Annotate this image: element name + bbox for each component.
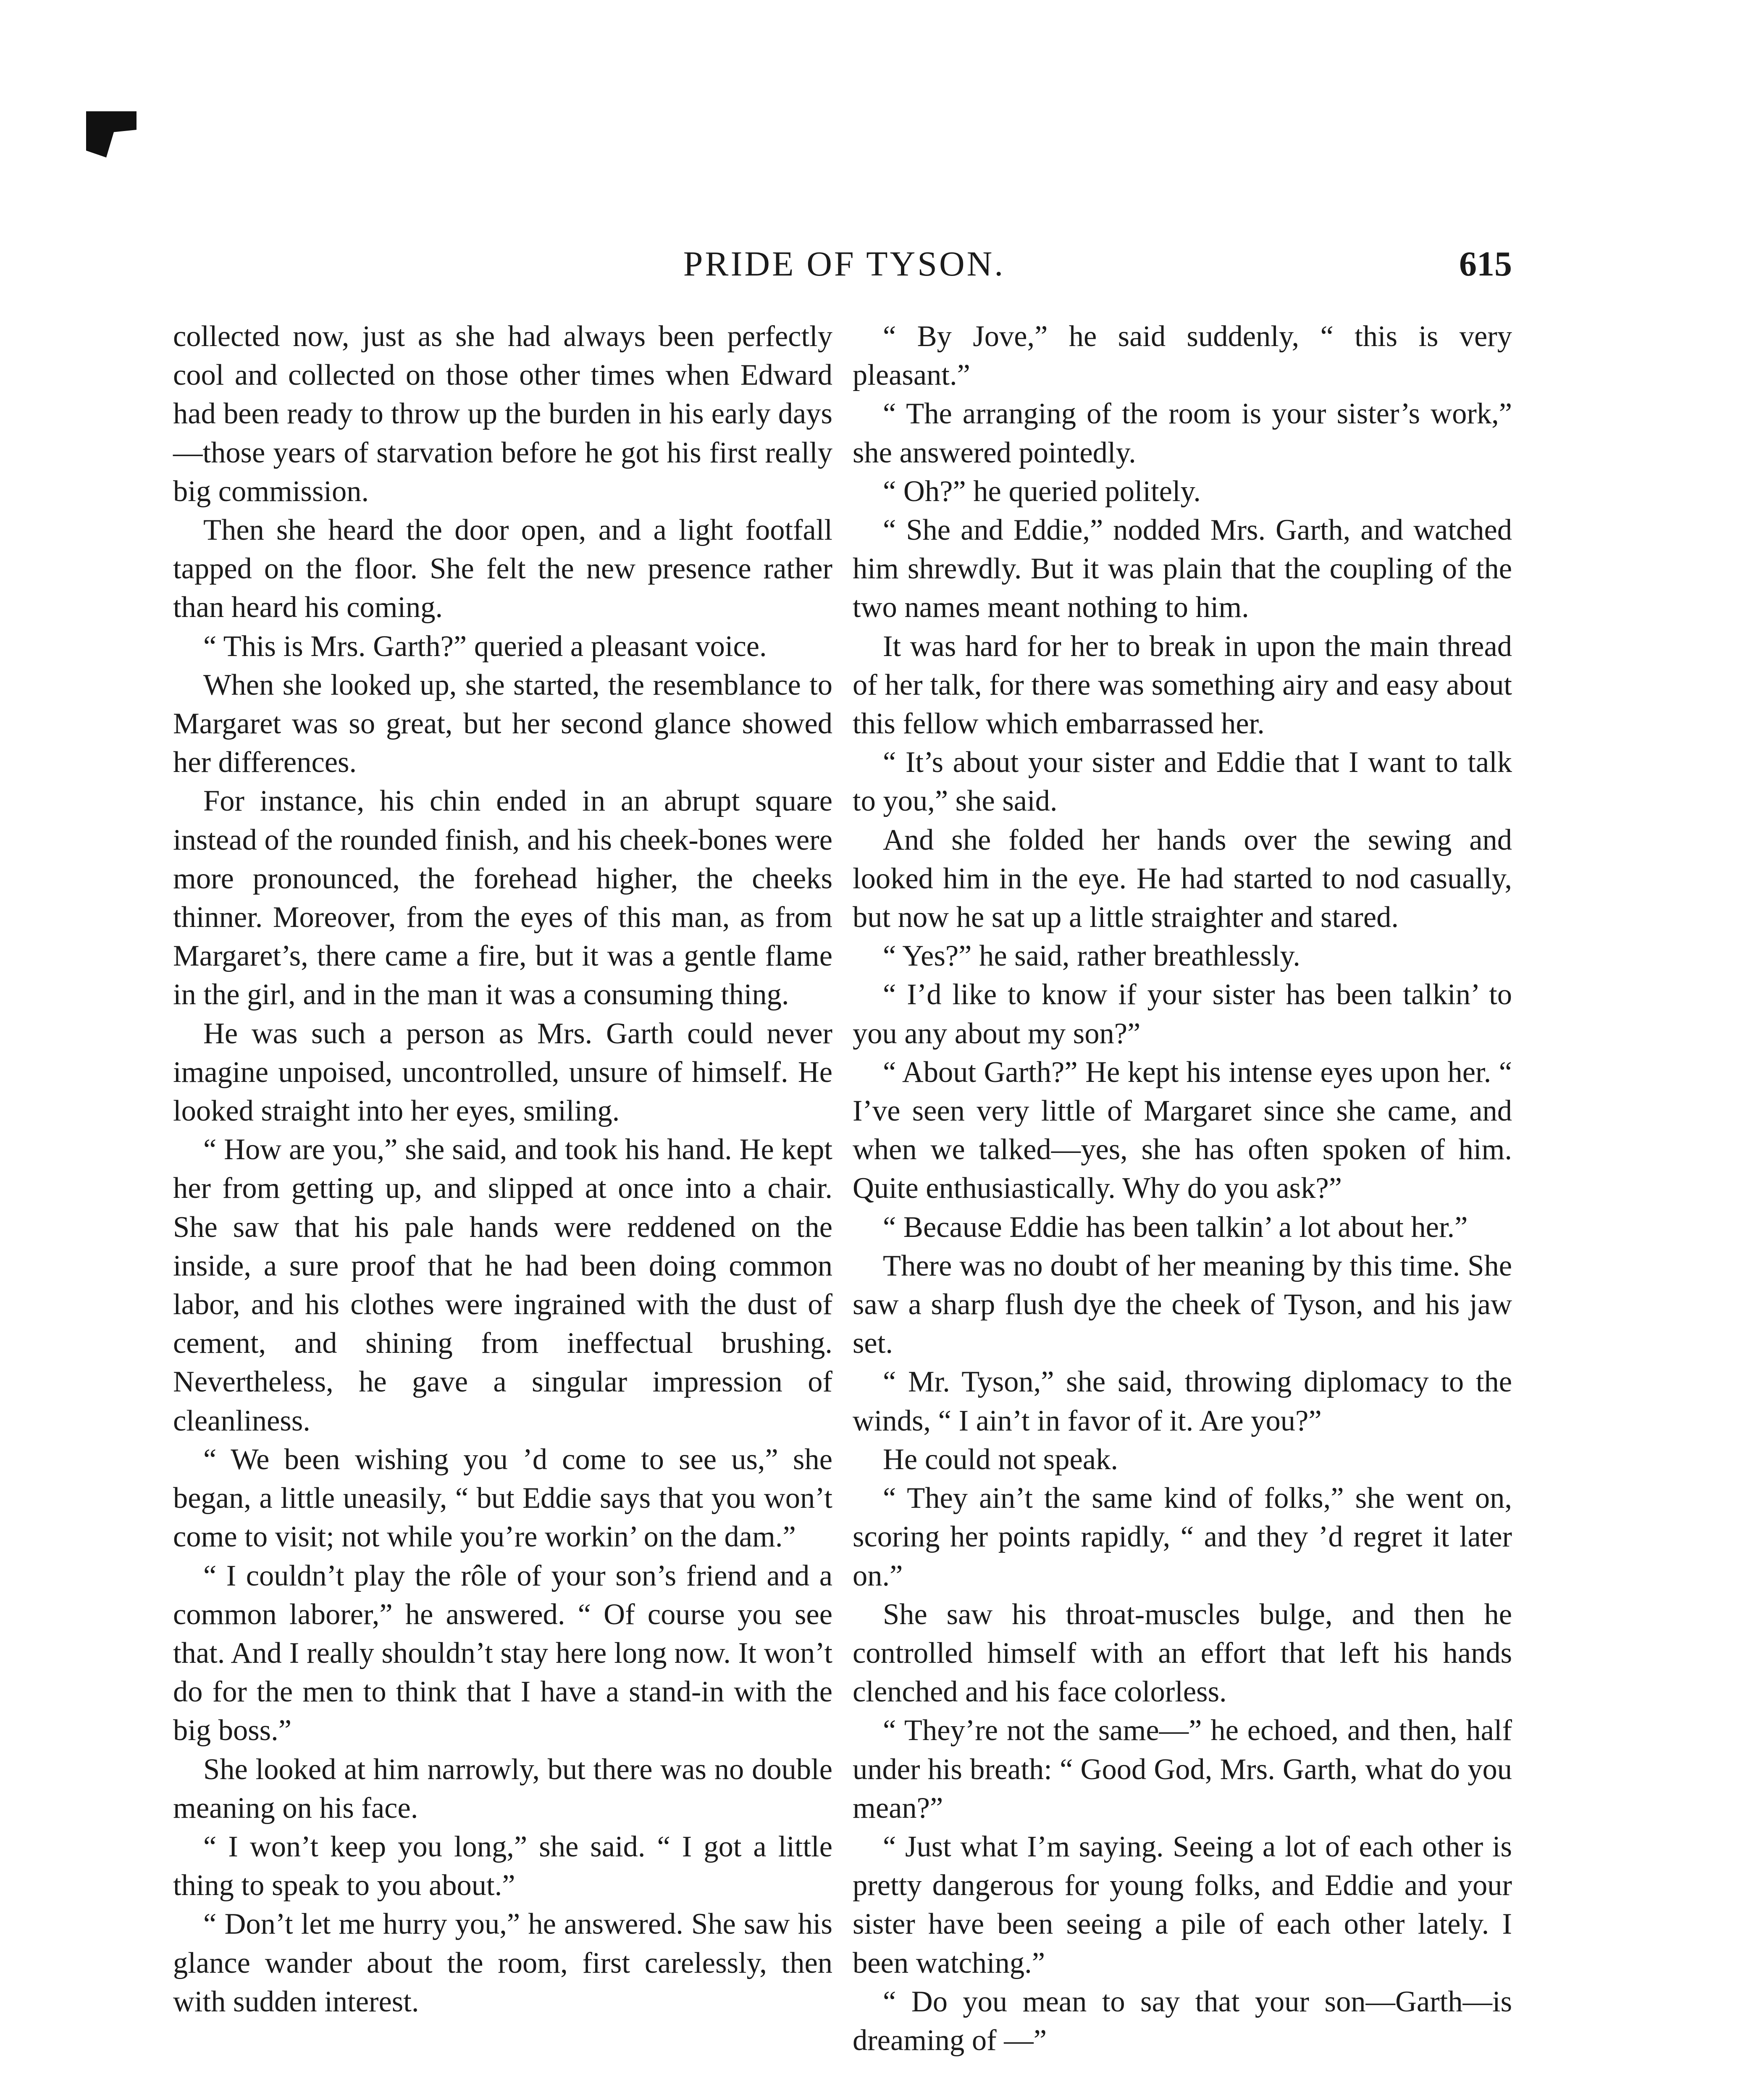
- paragraph: collected now, just as she had always been perfectly cool and collected on those other times when Edward had been ready to throw up the burden in his early days—those years of starvation before he got his first really big commission.: [173, 320, 832, 508]
- paragraph: Then she heard the door open, and a light footfall tapped on the floor. She felt the new presence rather than heard his coming.: [173, 514, 832, 624]
- paragraph: “ About Garth?” He kept his intense eyes upon her. “ I’ve seen very little of Margaret since she came, and when we talked—yes, she has often spoken of him. Quite enthusiastically. Why do you ask?”: [853, 1055, 1512, 1205]
- paragraph: She saw his throat-muscles bulge, and then he controlled himself with an effort that left his hands clenched and his face colorless.: [853, 1598, 1512, 1709]
- paragraph: “ We been wishing you ’d come to see us,” she began, a little uneasily, “ but Eddie says that you won’t come to visit; not while you’re workin’ on the dam.”: [173, 1443, 832, 1554]
- paragraph: He was such a person as Mrs. Garth could never imagine unpoised, uncontrolled, unsure of himself. He looked straight into her eyes, smiling.: [173, 1017, 832, 1128]
- paragraph: “ Mr. Tyson,” she said, throwing diplomacy to the winds, “ I ain’t in favor of it. Are you?”: [853, 1365, 1512, 1437]
- paragraph: He could not speak.: [883, 1443, 1118, 1476]
- paragraph: “ How are you,” she said, and took his hand. He kept her from getting up, and slipped at once into a chair. She saw that his pale hands were reddened on the inside, a sure proof that he had been doing common labor, and his clothes were ingrained with the dust of cement, and shining from ineffectual brushing. Nevertheless, he gave a singular impression of cleanliness.: [173, 1133, 832, 1437]
- right-text-column: [853, 317, 1512, 2060]
- paragraph: When she looked up, she started, the resemblance to Margaret was so great, but her second glance showed her differences.: [173, 668, 832, 779]
- paragraph: “ I couldn’t play the rôle of your son’s friend and a common laborer,” he answered. “ Of course you see that. And I really shouldn’t stay here long now. It won’t do for the men to think that I have a stand-in with the big boss.”: [173, 1559, 832, 1747]
- paragraph: “ They’re not the same—” he echoed, and then, half under his breath: “ Good God, Mrs. Garth, what do you mean?”: [853, 1714, 1512, 1824]
- paragraph: “ I’d like to know if your sister has been talkin’ to you any about my son?”: [853, 978, 1512, 1050]
- paragraph: And she folded her hands over the sewing and looked him in the eye. He had started to nod casually, but now he sat up a little straighter and stared.: [853, 823, 1512, 934]
- paragraph: “ I won’t keep you long,” she said. “ I got a little thing to speak to you about.”: [173, 1830, 832, 1902]
- paragraph: It was hard for her to break in upon the main thread of her talk, for there was something airy and easy about this fellow which embarrassed her.: [853, 630, 1512, 740]
- page-header: [176, 239, 1512, 294]
- paragraph: “ It’s about your sister and Eddie that I want to talk to you,” she said.: [853, 746, 1512, 818]
- paragraph: “ This is Mrs. Garth?” queried a pleasant voice.: [203, 630, 767, 663]
- paragraph: For instance, his chin ended in an abrupt square instead of the rounded finish, and his cheek-bones were more pronounced, the forehead higher, the cheeks thinner. Moreover, from the eyes of this man, as from Margaret’s, there came a fire, but it was a gentle flame in the girl, and in the man it was a consuming thing.: [173, 785, 832, 1011]
- paragraph: “ She and Eddie,” nodded Mrs. Garth, and watched him shrewdly. But it was plain that the coupling of the two names meant nothing to him.: [853, 514, 1512, 624]
- paragraph: “ The arranging of the room is your sister’s work,” she answered pointedly.: [853, 397, 1512, 469]
- paragraph: “ Because Eddie has been talkin’ a lot about her.”: [883, 1210, 1468, 1244]
- paragraph: “ Oh?” he queried politely.: [883, 475, 1201, 508]
- paragraph: “ Don’t let me hurry you,” he answered. She saw his glance wander about the room, first carelessly, then with sudden interest.: [173, 1908, 832, 2018]
- running-title: PRIDE OF TYSON.: [683, 244, 1006, 284]
- scan-corner-mark: [86, 111, 137, 158]
- paragraph: “ Just what I’m saying. Seeing a lot of each other is pretty dangerous for young folks, and Eddie and your sister have been seeing a pile of each other lately. I been watching.”: [853, 1830, 1512, 1979]
- paragraph: There was no doubt of her meaning by this time. She saw a sharp flush dye the cheek of Tyson, and his jaw set.: [853, 1249, 1512, 1360]
- paragraph: “ Do you mean to say that your son—Garth—is dreaming of —”: [853, 1985, 1512, 2057]
- left-text-column: [173, 317, 832, 2021]
- paragraph: “ Yes?” he said, rather breathlessly.: [883, 940, 1300, 973]
- page-number: 615: [1459, 244, 1512, 284]
- paragraph: “ By Jove,” he said suddenly, “ this is very pleasant.”: [853, 320, 1512, 392]
- paragraph: “ They ain’t the same kind of folks,” she went on, scoring her points rapidly, “ and they ’d regret it later on.”: [853, 1482, 1512, 1592]
- paragraph: She looked at him narrowly, but there was no double meaning on his face.: [173, 1753, 832, 1824]
